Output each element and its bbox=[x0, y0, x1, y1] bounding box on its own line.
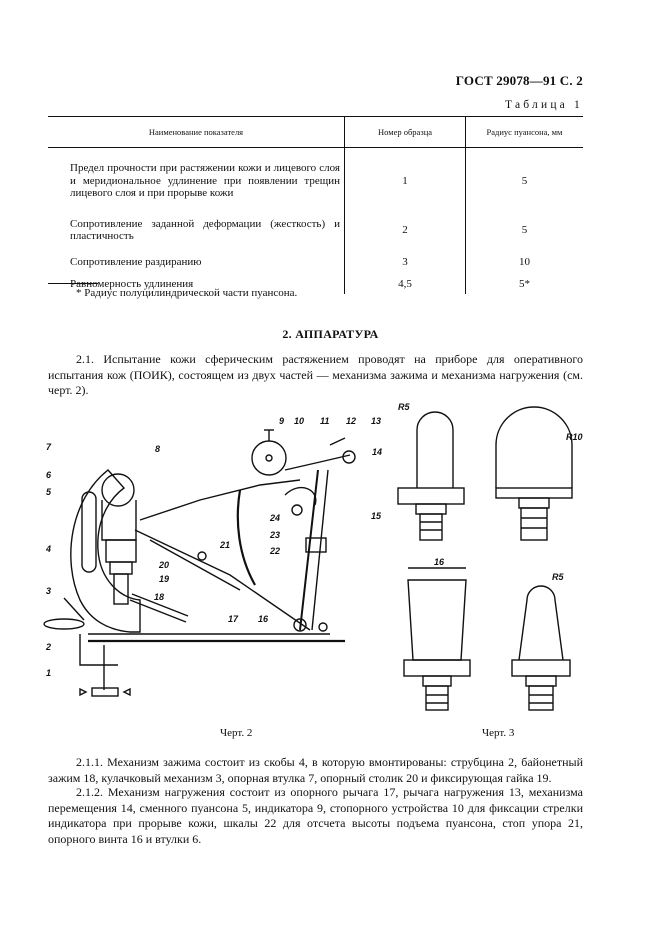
part-label: 22 bbox=[270, 546, 281, 556]
table-cell: 2 bbox=[345, 210, 466, 250]
table-cell: Сопротивление раздиранию bbox=[70, 255, 202, 268]
column-header: Наименование показателя bbox=[48, 117, 345, 148]
table-cell: 5 bbox=[521, 224, 528, 236]
paragraph-2-1: 2.1. Испытание кожи сферическим растяжением проводят на приборе для оперативного испытания кож (ПОИК), состоящем из двух частей — механизма зажима и механизма нагружения (см. черт. 2). bbox=[48, 352, 583, 397]
part-label: 2 bbox=[46, 642, 52, 652]
part-label: 14 bbox=[372, 447, 383, 457]
part-label: 8 bbox=[155, 444, 161, 454]
table-cell: 4,5 bbox=[345, 274, 466, 294]
part-label: 18 bbox=[154, 592, 165, 602]
table-caption: Таблица 1 bbox=[505, 99, 583, 111]
table-footnote: * Радиус полуцилиндрической части пуансона. bbox=[76, 287, 298, 299]
part-label: 5 bbox=[46, 487, 52, 497]
table-cell: 5* bbox=[519, 278, 530, 290]
table-cell: 1 bbox=[345, 148, 466, 211]
table-cell: 3 bbox=[345, 250, 466, 274]
part-label: 16 bbox=[258, 614, 269, 624]
figure-2-caption: Черт. 2 bbox=[220, 727, 253, 739]
paragraph-2-1-2: 2.1.2. Механизм нагружения состоит из опорного рычага 17, рычага нагружения 13, механизма перемещения 14, сменного пуансона 5, индикатора 9, стопорного устройства 10 для фиксации стрелки индикатора при прорыве кожи, шкалы 22 для отсчета высоты подъема пуансона, стоп упора 21, опорного винта 16 и втулки 6. bbox=[48, 785, 583, 846]
dimension-label: 16 bbox=[434, 557, 445, 567]
dimension-label: R10 bbox=[566, 432, 583, 442]
table-cell: Предел прочности при растяжении кожи и лицевого слоя и меридиональное удлинение при появлении трещин лицевого слоя и при прорыве кожи bbox=[70, 162, 340, 200]
part-label: 9 bbox=[279, 416, 285, 426]
part-label: 23 bbox=[270, 530, 281, 540]
dimension-label: R5 bbox=[552, 572, 564, 582]
figure-3-caption: Черт. 3 bbox=[482, 727, 515, 739]
part-label: 3 bbox=[46, 586, 52, 596]
table-cell: Сопротивление заданной деформации (жесткость) и пластичность bbox=[70, 217, 340, 242]
paragraph-2-1-1: 2.1.1. Механизм зажима состоит из скобы 4, в которую вмонтированы: струбцина 2, байонетный зажим 18, кулачковый механизм 3, опорная втулка 7, опорный столик 20 и фиксирующая гайка 19. bbox=[48, 755, 583, 785]
figure-2-apparatus bbox=[44, 430, 355, 696]
figure-3-dims bbox=[398, 402, 583, 582]
part-label: 13 bbox=[371, 416, 382, 426]
table-cell: Равномерность удлинения bbox=[70, 277, 194, 290]
figure-3-punches bbox=[398, 407, 572, 710]
part-label: 24 bbox=[270, 513, 281, 523]
part-label: 10 bbox=[294, 416, 305, 426]
part-label: 11 bbox=[320, 416, 330, 426]
part-label: 1 bbox=[46, 668, 52, 678]
column-header: Номер образца bbox=[345, 117, 466, 148]
document-header: ГОСТ 29078—91 С. 2 bbox=[455, 73, 583, 88]
part-label: 15 bbox=[371, 511, 382, 521]
part-label: 7 bbox=[46, 442, 52, 452]
part-label: 21 bbox=[220, 540, 231, 550]
part-label: 4 bbox=[46, 544, 52, 554]
column-header: Радиус пуансона, мм bbox=[466, 117, 584, 148]
part-label: 17 bbox=[228, 614, 239, 624]
table-cell: 10 bbox=[519, 256, 530, 268]
part-label: 6 bbox=[46, 470, 52, 480]
table-cell: 5 bbox=[521, 175, 528, 187]
part-label: 20 bbox=[159, 560, 170, 570]
part-label: 12 bbox=[346, 416, 357, 426]
part-label: 19 bbox=[159, 574, 170, 584]
section-title: 2. АППАРАТУРА bbox=[282, 327, 379, 341]
dimension-label: R5 bbox=[398, 402, 410, 412]
